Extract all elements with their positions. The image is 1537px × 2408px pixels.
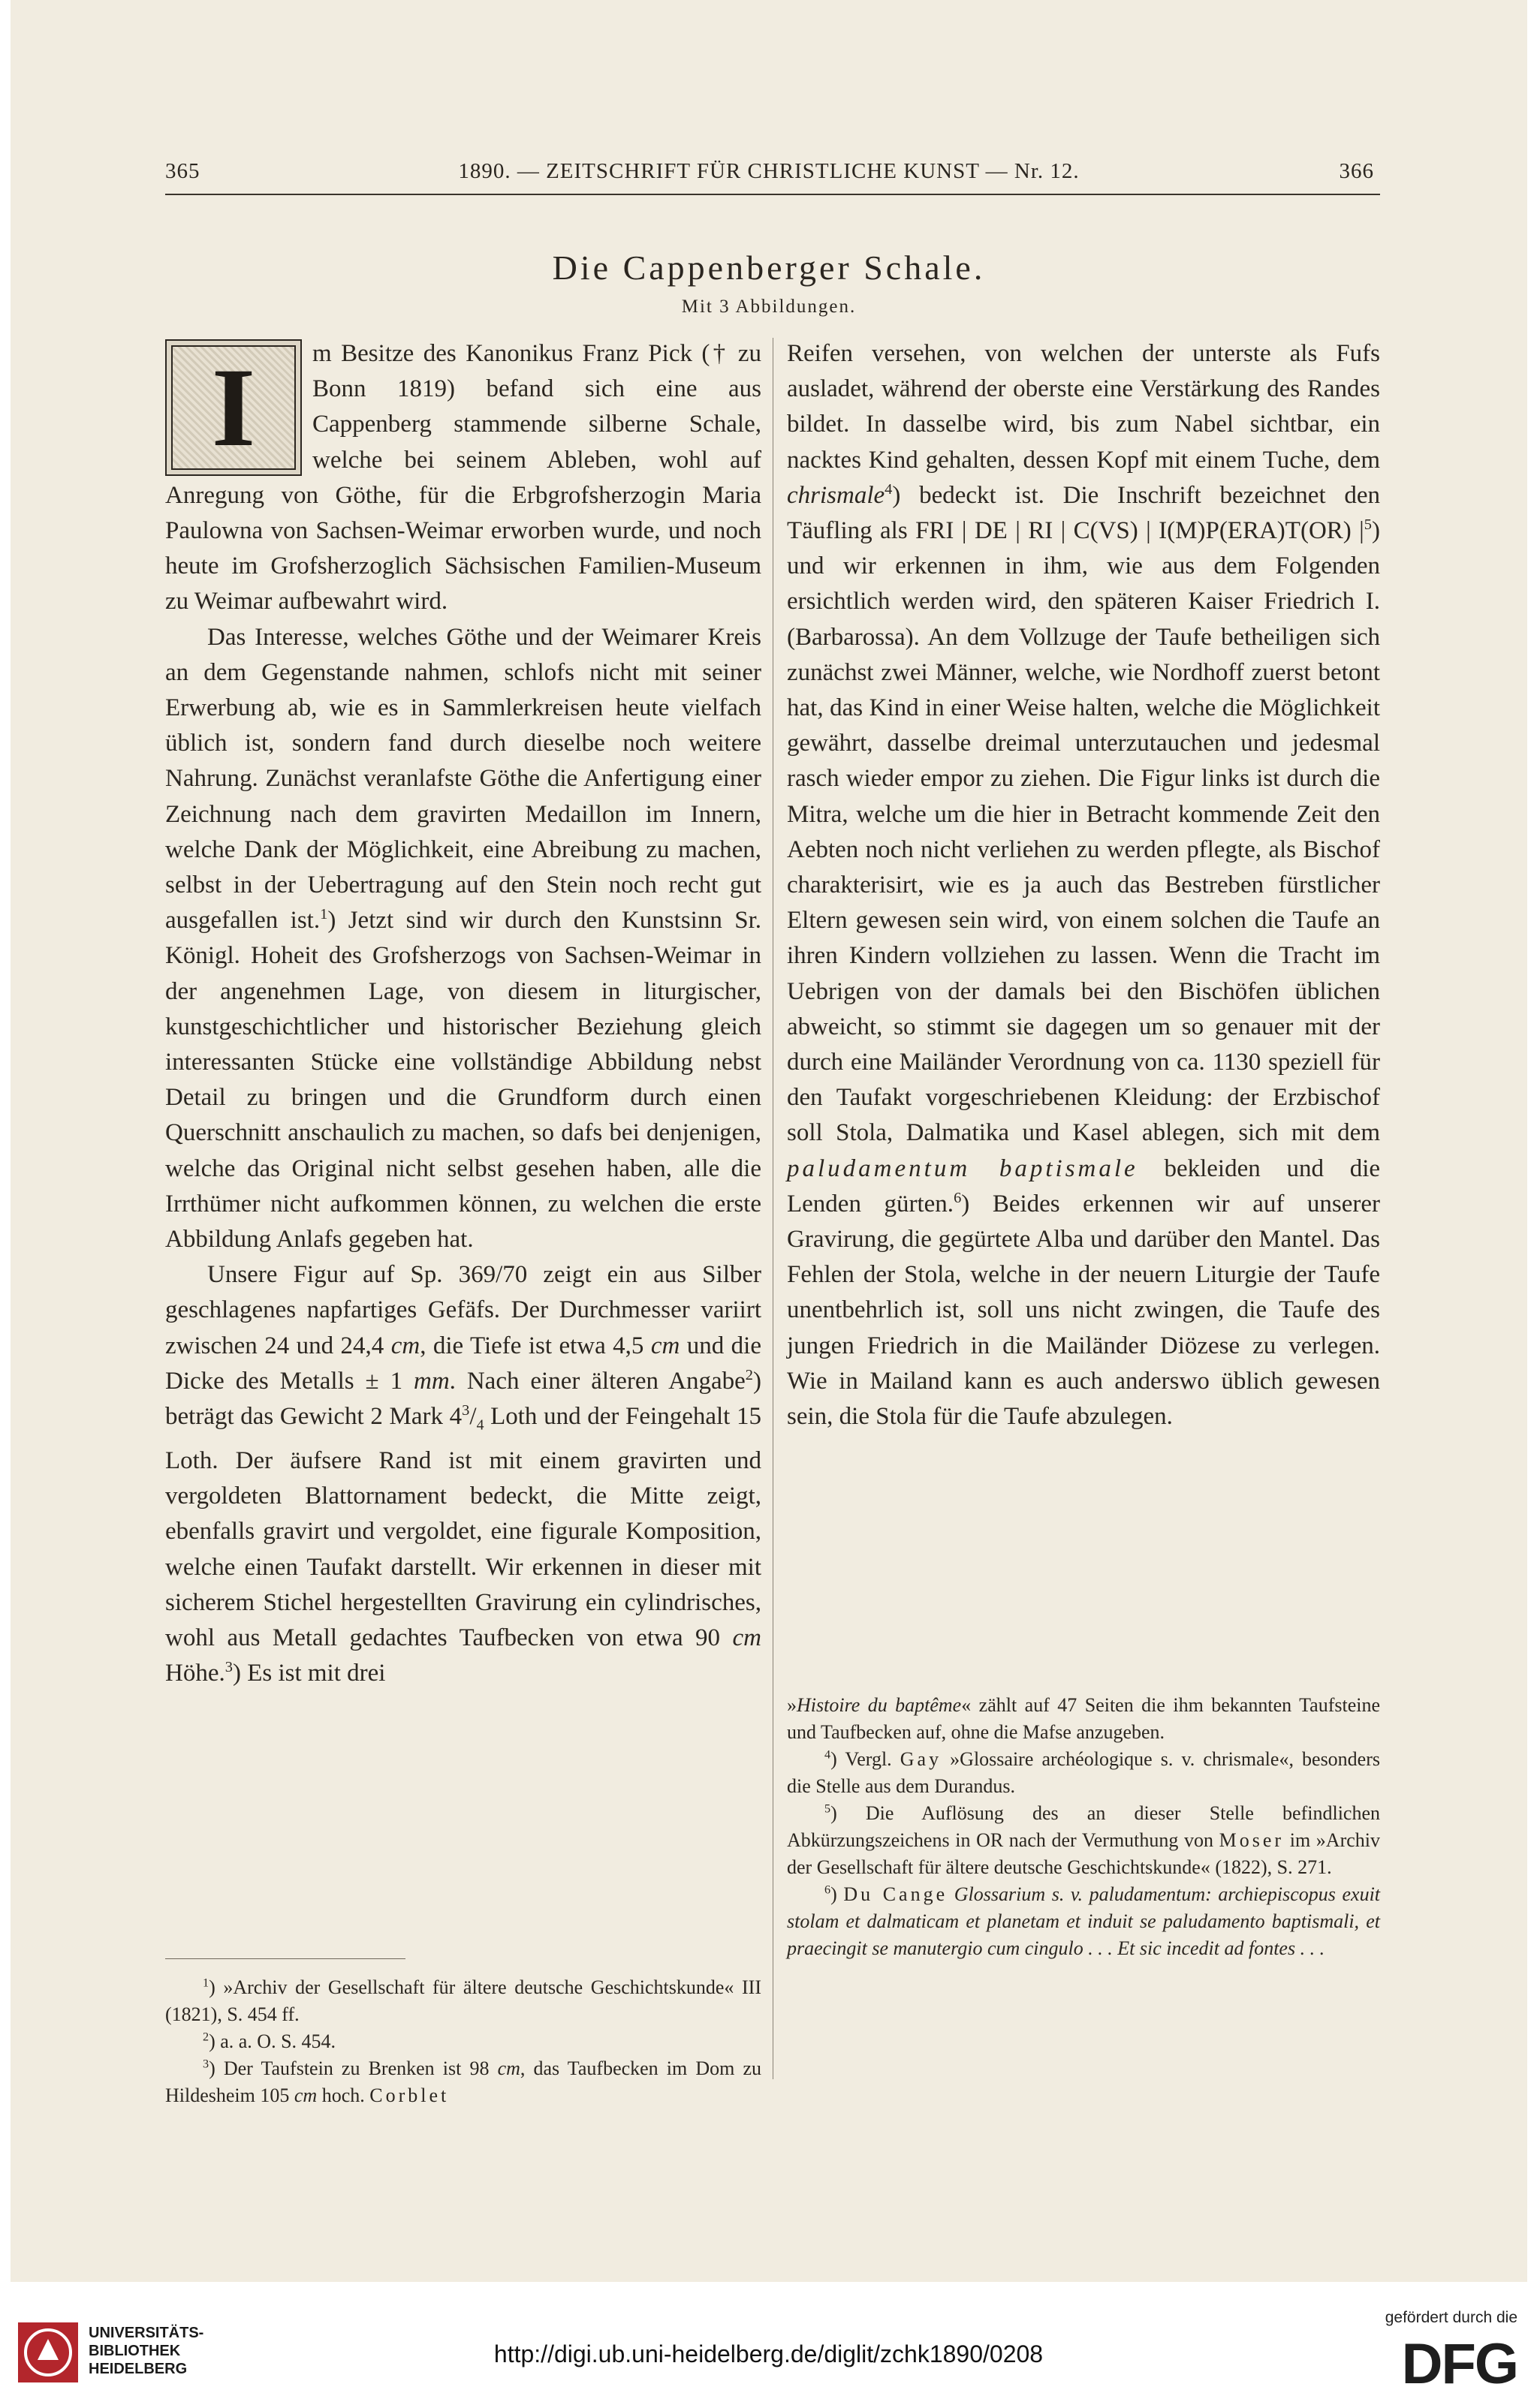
dfg-logo: DFG [1401, 2332, 1517, 2396]
page-number-right: 366 [1339, 159, 1374, 183]
digitization-footer [0, 2282, 1537, 2408]
running-title: 1890. — ZEITSCHRIFT FÜR CHRISTLICHE KUNST — Nr. 12. [458, 159, 1080, 183]
permalink-url[interactable]: http://digi.ub.uni-heidelberg.de/diglit/zchk1890/0208 [493, 2340, 1044, 2367]
article-title: Die Cappenberger Schale. [552, 248, 986, 287]
paragraph: Unsere Figur auf Sp. 369/70 zeigt ein aus Silber geschlagenes napfartiges Gefäfs. Der Durchmesser variirt zwischen 24 und 24,4 cm, die Tiefe ist etwa 4,5 cm und die Dicke des Metalls ± 1 mm. Nach einer älteren Angabe$^2$) beträgt das Gewicht 2 Mark $4^3/_4$ Loth und der Feingehalt 15 Loth. Der äufsere Rand ist mit einem gravirten und vergoldeten Blattornament bedeckt, die Mitte zeigt, ebenfalls gravirt und vergoldet, eine figurale Komposition, welche einen Taufakt darstellt. Wir erkennen in dieser mit sicherem Stichel hergestellten Gravirung ein cylindrisches, wohl aus Metall gedachtes Taufbecken von etwa 90 cm Höhe.$^3$) Es ist mit drei [165, 1261, 761, 1687]
footnote: $^1$) »Archiv der Gesellschaft für ältere deutsche Geschichtskunde« III (1821), S. 454 ff. [165, 1976, 761, 2025]
footnote: $^6$) Du Cange Glossarium s. v. paludamentum: archiepiscopus exuit stolam et dalmaticam et planetam et induit se paludamento baptismali, et praecingit se manutergio cum cingulo . . . Et sic incedit ad fontes . . . [787, 1883, 1381, 1959]
ornamental-initial [165, 339, 302, 476]
library-name-line: UNIVERSITÄTS- [89, 2325, 204, 2341]
running-header [11, 159, 1527, 189]
footnote-rule [165, 1958, 405, 1959]
funding-note: gefördert durch die [1385, 2309, 1517, 2326]
scanned-page [11, 0, 1527, 2282]
paragraph: m Besitze des Kanonikus Franz Pick († zu Bonn 1819) befand sich eine aus Cappenberg stammende silberne Schale, welche bei seinem Ableben, wohl auf Anregung von Göthe, für die Erbgrofsherzogin Maria Paulowna von Sachsen-Weimar erworben wurde, und noch heute im Grofsherzoglich Sächsischen Familien-Museum zu Weimar aufbewahrt wird. [165, 340, 761, 616]
footnote: $^2$) a. a. O. S. 454. [203, 2030, 336, 2052]
page-number-left: 365 [165, 159, 200, 183]
footnote: $^5$) Die Auflösung des an dieser Stelle befindlichen Abkürzungszeichens in OR nach der Vermuthung von Moser im »Archiv der Gesellschaft für ältere deutsche Geschichtskunde« (1822), S. 271. [787, 1802, 1380, 1878]
footnote-continued: »Histoire du baptême« zählt auf 47 Seiten die ihm bekannten Taufsteine und Taufbecken auf, ohne die Mafse anzugeben. [787, 1694, 1380, 1743]
initial-letter: I [211, 345, 256, 470]
footnotes-right [787, 1692, 1380, 1962]
footnotes-left [165, 1942, 761, 2109]
column-right [787, 336, 1380, 1434]
library-name-line: BIBLIOTHEK [89, 2343, 181, 2359]
header-rule [165, 194, 1380, 195]
paragraph: Reifen versehen, von welchen der unterste als Fufs ausladet, während der oberste eine Verstärkung des Randes bildet. In dasselbe wird, bis zum Nabel sichtbar, ein nacktes Kind gehalten, dessen Kopf mit einem Tuche, dem chrismale$^4$) bedeckt ist. Die Inschrift bezeichnet den Täufling als FRI | DE | RI | C(VS) | I(M)P(ERA)T(OR) $|^5$) und wir erkennen in ihm, wie aus dem Folgenden ersichtlich werden wird, den späteren Kaiser Friedrich I. (Barbarossa). An dem Vollzuge der Taufe betheiligen sich zunächst zwei Männer, welche, wie Nordhoff zuerst betont hat, das Kind in einer Weise halten, welche die Möglichkeit gewährt, dasselbe dreimal unterzutauchen und jedesmal rasch wieder empor zu ziehen. Die Figur links ist durch die Mitra, welche um die hier in Betracht kommende Zeit den Aebten noch nicht verliehen zu werden pflegte, als Bischof charakterisirt, wie es ja auch das Bestreben fürstlicher Eltern gewesen sein wird, von einem solchen die Taufe an ihren Kindern vollziehen zu lassen. Wenn die Tracht im Uebrigen von der damals bei den Bischöfen üblichen abweicht, so stimmt sie dagegen um so genauer mit der durch eine Mailänder Verordnung von ca. 1130 speziell für den Taufakt vorgeschriebenen Kleidung: der Erzbischof soll Stola, Dalmatika und Kasel ablegen, sich mit dem paludamentum baptismale bekleiden und die Lenden gürten.$^6$) Beides erkennen wir auf unserer Gravirung, die gegürtete Alba und darüber den Mantel. Das Fehlen der Stola, welche in der neuern Liturgie der Taufe unentbehrlich ist, soll uns nicht zwingen, die Taufe des jungen Friedrich in die Mailänder Diözese zu verlegen. Wie in Mailand kann es auch anderswo üblich gewesen sein, die Stola für die Taufe abzulegen. [787, 340, 1381, 1431]
column-left [165, 336, 761, 1691]
footnote: $^3$) Der Taufstein zu Brenken ist 98 cm, das Taufbecken im Dom zu Hildesheim 105 cm hoch. Corblet [165, 2057, 762, 2106]
footnote: $^4$) Vergl. Gay »Glossaire archéologique s. v. chrismale«, besonders die Stelle aus dem Durandus. [787, 1748, 1380, 1797]
library-name-line: HEIDELBERG [89, 2361, 188, 2377]
paragraph: Das Interesse, welches Göthe und der Weimarer Kreis an dem Gegenstande nahmen, schlofs nicht mit seiner Erwerbung ab, wie es in Sammlerkreisen heute vielfach üblich ist, sondern fand durch dieselbe noch weitere Nahrung. Zunächst veranlafste Göthe die Anfertigung einer Zeichnung nach dem gravirten Medaillon im Innern, welche Dank der Möglichkeit, eine Abreibung zu machen, selbst in der Uebertragung auf den Stein noch recht gut ausgefallen ist.$^1$) Jetzt sind wir durch den Kunstsinn Sr. Königl. Hoheit des Grofsherzogs von Sachsen-Weimar in der angenehmen Lage, von diesem in liturgischer, kunstgeschichtlicher und historischer Beziehung gleich interessanten Stücke eine vollständige Abbildung nebst Detail zu bringen und die Grundform durch einen Querschnitt anschaulich zu machen, so dafs bei denjenigen, welche das Original nicht selbst gesehen haben, alle die Irrthümer nicht aufkommen können, zu welchen die erste Abbildung Anlafs gegeben hat. [165, 623, 761, 1254]
article-subtitle: Mit 3 Abbildungen. [681, 296, 857, 317]
